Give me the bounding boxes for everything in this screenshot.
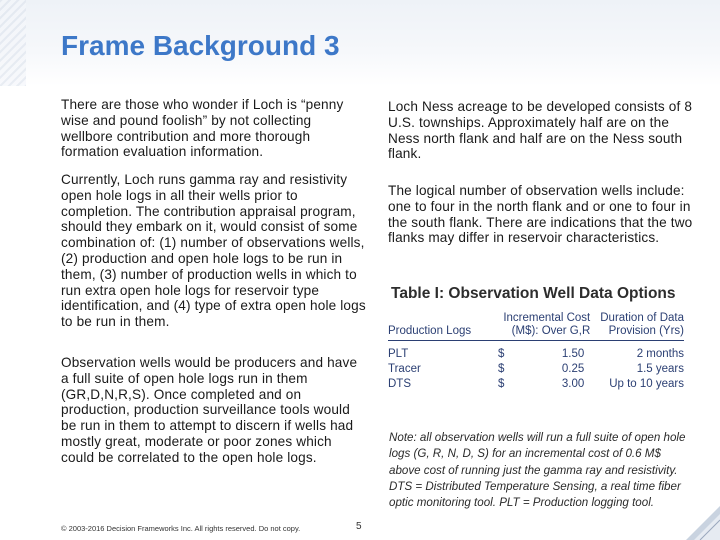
row-log-name: Tracer <box>388 362 421 375</box>
row-currency: $ <box>498 362 505 375</box>
header-hatch <box>0 0 26 86</box>
right-paragraph-2 <box>388 183 693 246</box>
corner-decoration-icon <box>680 500 720 540</box>
left-paragraph-2 <box>61 172 366 330</box>
left-paragraph-2-text: Currently, Loch runs gamma ray and resistivity open hole logs in all their wells prior to completion. The contribution appraisal program, should they embark on it, would consist of some combination of: (1) number of observations wells, (2) production and open hole logs to be run in them, (3) number of production wells in which to run extra open hole logs for reservoir type identification, and (4) type of extra open hole logs to be run in them. <box>61 172 366 330</box>
header-duration-line2: Provision (Yrs) <box>594 325 684 341</box>
row-currency: $ <box>498 347 505 360</box>
right-paragraph-2-text: The logical number of observation wells include: one to four in the north flank and or one to four in the south flank. There are indications that the two flanks may differ in reservoir characteristics. <box>388 183 693 246</box>
page-title: Frame Background 3 <box>61 30 340 61</box>
header-cost-line1: Incremental Cost <box>503 312 591 324</box>
row-currency: $ <box>498 377 505 390</box>
row-log-name: DTS <box>388 377 411 390</box>
row-duration: Up to 10 years <box>609 377 684 390</box>
copyright-footer: © 2003-2016 Decision Frameworks Inc. All rights reserved. Do not copy. <box>61 524 301 533</box>
right-paragraph-1 <box>388 99 693 162</box>
table-row <box>388 377 684 392</box>
table-row <box>388 362 684 377</box>
table-header-row-2 <box>388 325 684 341</box>
left-paragraph-3-text: Observation wells would be producers and have a full suite of open hole logs run in them (GR,D,N,R,S). Once completed and on production, production surveillance tools would be run in them to attempt to discern if wells had mostly great, moderate or poor zones which could be correlated to the open hole logs. <box>61 355 358 465</box>
left-paragraph-1 <box>61 97 366 160</box>
right-paragraph-1-text: Loch Ness acreage to be developed consists of 8 U.S. townships. Approximately half are on the Ness north flank and half are on the Ness south flank. <box>388 99 693 162</box>
row-cost: 3.00 <box>561 377 585 390</box>
row-cost: 0.25 <box>561 362 585 375</box>
data-options-table <box>388 312 684 392</box>
table-title: Table I: Observation Well Data Options <box>391 285 676 302</box>
header-spacer <box>388 312 498 325</box>
header-cost-line2: (M$): Over G,R <box>498 325 594 341</box>
left-paragraph-1-text: There are those who wonder if Loch is “penny wise and pound foolish” by not collecting wellbore contribution and more thorough formation evaluation information. <box>61 97 344 160</box>
page-number: 5 <box>356 521 362 532</box>
left-paragraph-3 <box>61 355 366 466</box>
header-duration-line1: Duration of Data <box>600 312 684 324</box>
table-row <box>388 347 684 362</box>
table-header-row-1 <box>388 312 684 325</box>
header-production-logs: Production Logs <box>388 325 498 341</box>
row-duration: 2 months <box>636 347 684 360</box>
table-note: Note: all observation wells will run a full suite of open hole logs (G, R, N, D, S) for an incremental cost of 0.6 M$ above cost of running just the gamma ray and resistivity. DTS = Distributed Temperature Sensing, a real time fiber optic monitoring tool. PLT = Production logging tool. <box>389 431 686 510</box>
row-duration: 1.5 years <box>636 362 684 375</box>
row-log-name: PLT <box>388 347 409 360</box>
row-cost: 1.50 <box>561 347 585 360</box>
